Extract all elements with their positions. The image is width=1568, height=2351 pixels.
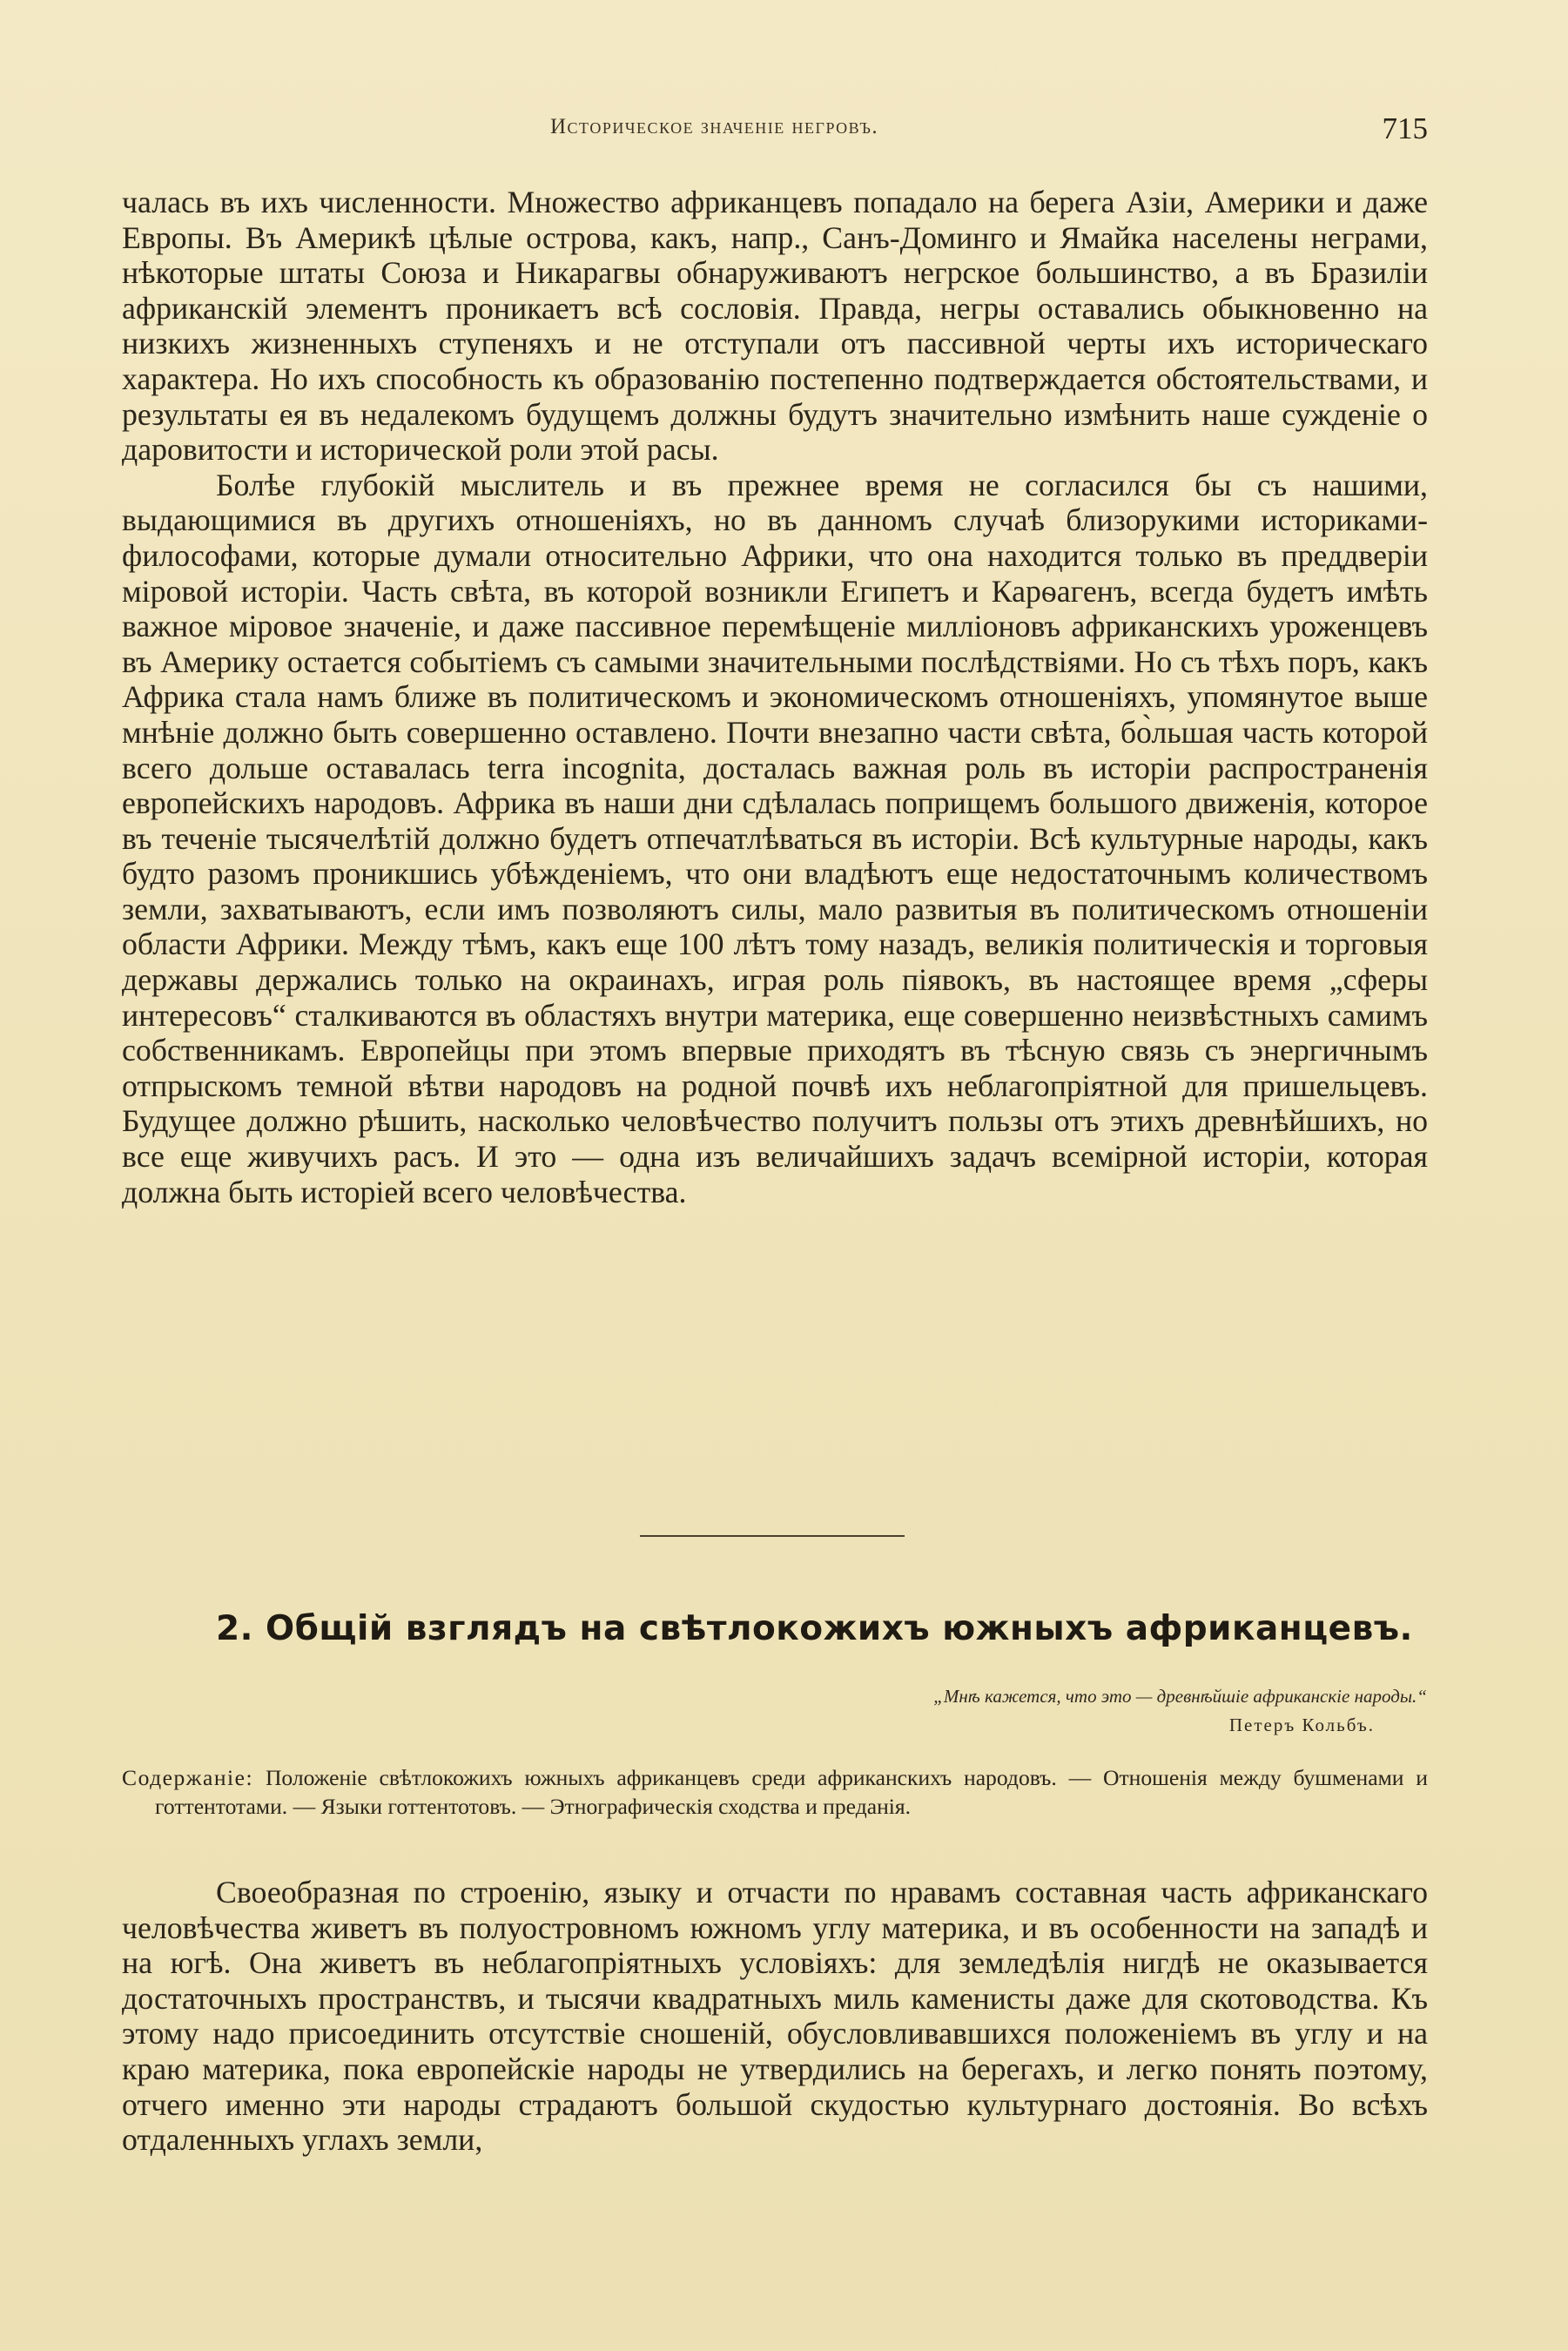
paragraph-continued: чалась въ ихъ численности. Множество африканцевъ попадало на берега Азіи, Америки и даже Европы. Въ Америкѣ цѣлые острова, какъ, напр., Санъ-Доминго и Ямайка населены неграми, нѣкоторые штаты Союза и Никарагвы обнаруживаютъ негрское большинство, а въ Бразиліи африканскій элементъ проникаетъ всѣ сословія. Правда, негры оставались обыкновенно на низкихъ жизненныхъ ступеняхъ и не отступали отъ пассивной черты ихъ историческаго характера. Но ихъ способность къ образованію постепенно подтверждается обстоятельствами, и результаты ея въ недалекомъ будущемъ должны будутъ значительно измѣнить наше сужденіе о даровитости и исторической роли этой расы. [122, 185, 1428, 468]
body-text-top [122, 185, 1428, 1209]
paragraph: Болѣе глубокій мыслитель и въ прежнее время не согласился бы съ нашими, выдающимися въ другихъ отношеніяхъ, но въ данномъ случаѣ близорукими историками-философами, которые думали относительно Африки, что она находится только въ преддверіи міровой исторіи. Часть свѣта, въ которой возникли Египетъ и Карѳагенъ, всегда будетъ имѣть важное міровое значеніе, и даже пассивное перемѣщеніе милліоновъ африканскихъ уроженцевъ въ Америку остается событіемъ съ самыми значительными послѣдствіями. Но съ тѣхъ поръ, какъ Африка стала намъ ближе въ политическомъ и экономическомъ отношеніяхъ, упомянутое выше мнѣніе должно быть совершенно оставлено. Почти внезапно части свѣта, бо̀льшая часть которой всего дольше оставалась terra incognita, досталась важная роль въ исторіи распространенія европейскихъ народовъ. Африка въ наши дни сдѣлалась поприщемъ большого движенія, которое въ теченіе тысячелѣтій должно будетъ отпечатлѣваться въ исторіи. Всѣ культурные народы, какъ будто разомъ проникшись убѣжденіемъ, что они владѣютъ еще недостаточнымъ количествомъ земли, захватываютъ, если имъ позволяютъ силы, мало развитыя въ политическомъ отношеніи области Африки. Между тѣмъ, какъ еще 100 лѣтъ тому назадъ, великія политическія и торговыя державы держались только на окраинахъ, играя роль піявокъ, въ настоящее время „сферы интересовъ“ сталкиваются въ областяхъ внутри материка, еще совершенно неизвѣстныхъ самимъ собственникамъ. Европейцы при этомъ впервые приходятъ въ тѣсную связь съ энергичнымъ отпрыскомъ темной вѣтви народовъ на родной почвѣ ихъ неблагопріятной для пришельцевъ. Будущее должно рѣшить, насколько человѣчество получитъ пользы отъ этихъ древнѣйшихъ, но все еще живучихъ расъ. И это — одна изъ величайшихъ задачъ всемірной исторіи, которая должна быть исторіей всего человѣчества. [122, 467, 1428, 1209]
epigraph-quote: „Мнѣ кажется, что это — древнѣйшіе африканскіе народы.“ [933, 1686, 1427, 1707]
section-contents [122, 1764, 1428, 1821]
running-title: Историческое значеніе негровъ. [550, 115, 879, 138]
body-text-bottom [122, 1875, 1428, 2158]
contents-text: Положеніе свѣтлокожихъ южныхъ африканцевъ среди африканскихъ народовъ. — Отношенія между бушменами и готтентотами. — Языки готтентотовъ. — Этнографическія сходства и преданія. [155, 1765, 1428, 1819]
running-head [122, 111, 1428, 164]
section-heading: 2. Общій взглядъ на свѣтлокожихъ южныхъ африканцевъ. [216, 1609, 1413, 1648]
epigraph-author: Петеръ Кольбъ. [1228, 1714, 1375, 1735]
section-divider [640, 1535, 905, 1537]
contents-paragraph [122, 1764, 1428, 1821]
contents-label: Содержаніе: [122, 1765, 254, 1790]
page-number: 715 [1382, 111, 1428, 145]
epigraph [933, 1682, 1427, 1740]
paragraph: Своеобразная по строенію, языку и отчасти по нравамъ составная часть африканскаго человѣчества живетъ въ полуостровномъ южномъ углу материка, и въ особенности на западѣ и на югѣ. Она живетъ въ неблагопріятныхъ условіяхъ: для земледѣлія нигдѣ не оказывается достаточныхъ пространствъ, и тысячи квадратныхъ миль каменисты даже для скотоводства. Къ этому надо присоединить отсутствіе сношеній, обусловливавшихся положеніемъ въ углу и на краю материка, пока европейскіе народы не утвердились на берегахъ, и легко понять поэтому, отчего именно эти народы страдаютъ большой скудостью культурнаго достоянія. Во всѣхъ отдаленныхъ углахъ земли, [122, 1875, 1428, 2158]
